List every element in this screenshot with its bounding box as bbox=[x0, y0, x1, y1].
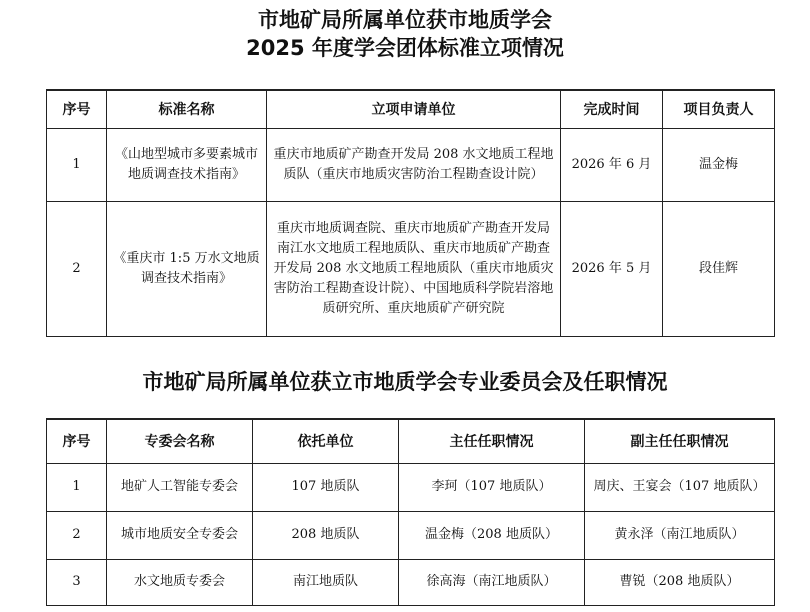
row-director: 温金梅（208 地质队） bbox=[399, 511, 585, 559]
row-applicant-unit: 重庆市地质调查院、重庆市地质矿产勘查开发局南江水文地质工程地质队、重庆市地质矿产勘查开发局 208 水文地质工程地质队（重庆市地质灾害防治工程勘查设计院）、中国地质科学院岩溶地质研究所、重庆地质矿产研究院 bbox=[267, 201, 561, 336]
table-header-row bbox=[47, 90, 775, 128]
row-host-unit: 208 地质队 bbox=[253, 511, 399, 559]
row-committee-name: 城市地质安全专委会 bbox=[107, 511, 253, 559]
row-committee-name: 地矿人工智能专委会 bbox=[107, 463, 253, 511]
row-completion-time: 2026 年 6 月 bbox=[561, 128, 663, 201]
row-host-unit: 南江地质队 bbox=[253, 559, 399, 605]
row-project-leader: 温金梅 bbox=[663, 128, 775, 201]
header-project-leader: 项目负责人 bbox=[663, 90, 775, 128]
row-standard-name: 《山地型城市多要素城市地质调查技术指南》 bbox=[107, 128, 267, 201]
row-committee-name: 水文地质专委会 bbox=[107, 559, 253, 605]
row-director: 徐高海（南江地质队） bbox=[399, 559, 585, 605]
committee-table bbox=[46, 418, 775, 606]
row-applicant-unit: 重庆市地质矿产勘查开发局 208 水文地质工程地质队（重庆市地质灾害防治工程勘查设计院） bbox=[267, 128, 561, 201]
section2-title: 市地矿局所属单位获立市地质学会专业委员会及任职情况 bbox=[142, 370, 668, 394]
row-standard-name: 《重庆市 1:5 万水文地质调查技术指南》 bbox=[107, 201, 267, 336]
table-row bbox=[47, 128, 775, 201]
row-completion-time: 2026 年 5 月 bbox=[561, 201, 663, 336]
header-no: 序号 bbox=[47, 419, 107, 463]
table-row bbox=[47, 463, 775, 511]
row-director: 李珂（107 地质队） bbox=[399, 463, 585, 511]
row-no: 3 bbox=[47, 559, 107, 605]
row-no: 1 bbox=[47, 463, 107, 511]
table-row bbox=[47, 201, 775, 336]
table-header-row bbox=[47, 419, 775, 463]
row-deputy-director: 曹锐（208 地质队） bbox=[585, 559, 775, 605]
header-deputy-director: 副主任任职情况 bbox=[585, 419, 775, 463]
section1-title-line2: 2025 年度学会团体标准立项情况 bbox=[246, 36, 564, 60]
table-row bbox=[47, 511, 775, 559]
header-completion-time: 完成时间 bbox=[561, 90, 663, 128]
row-host-unit: 107 地质队 bbox=[253, 463, 399, 511]
row-project-leader: 段佳辉 bbox=[663, 201, 775, 336]
row-deputy-director: 周庆、王宴会（107 地质队） bbox=[585, 463, 775, 511]
header-committee-name: 专委会名称 bbox=[107, 419, 253, 463]
header-host-unit: 依托单位 bbox=[253, 419, 399, 463]
header-no: 序号 bbox=[47, 90, 107, 128]
row-no: 2 bbox=[47, 201, 107, 336]
row-no: 1 bbox=[47, 128, 107, 201]
standards-table bbox=[46, 89, 775, 337]
header-applicant-unit: 立项申请单位 bbox=[267, 90, 561, 128]
row-no: 2 bbox=[47, 511, 107, 559]
header-director: 主任任职情况 bbox=[399, 419, 585, 463]
table-row bbox=[47, 559, 775, 605]
row-deputy-director: 黄永泽（南江地质队） bbox=[585, 511, 775, 559]
section1-title-line1: 市地矿局所属单位获市地质学会 bbox=[258, 8, 552, 32]
header-standard-name: 标准名称 bbox=[107, 90, 267, 128]
